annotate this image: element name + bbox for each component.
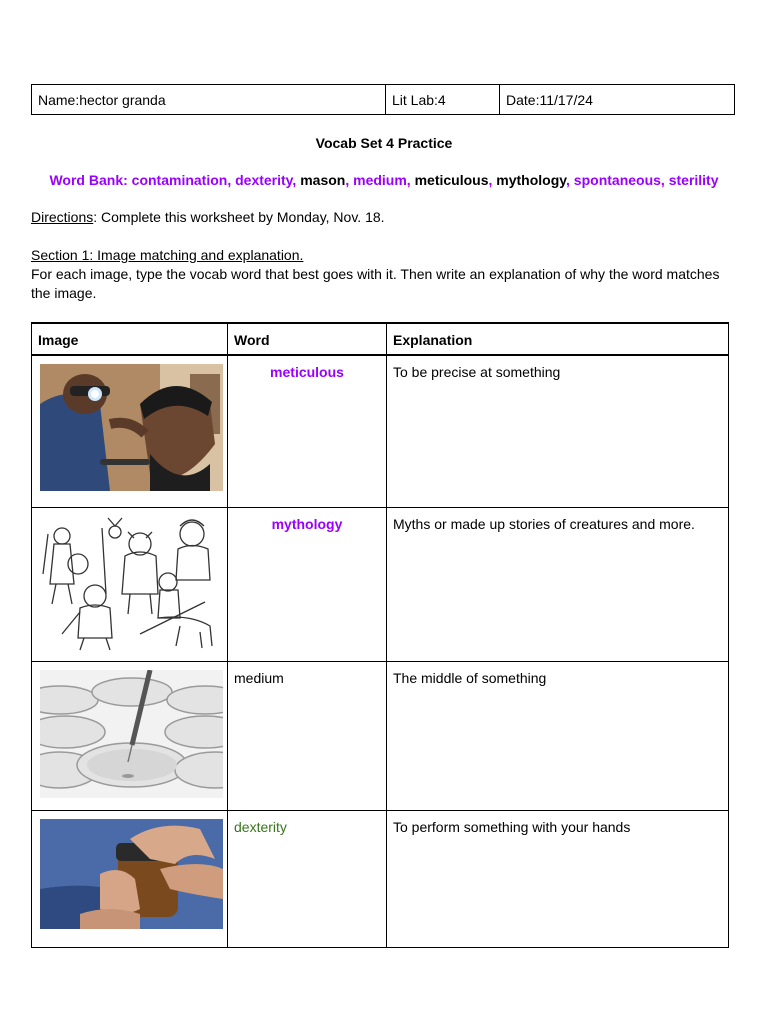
header-table: [31, 84, 735, 115]
explanation-cell[interactable]: [387, 507, 729, 661]
directions-text: : Complete this worksheet by Monday, Nov. 18.: [93, 209, 385, 225]
word-bank-rest: , spontaneous, sterility: [566, 172, 719, 188]
word-bank: [0, 172, 768, 188]
word-answer[interactable]: meticulous: [270, 364, 344, 380]
date-cell[interactable]: Date:11/17/24: [500, 85, 735, 115]
hands-jar-image: [40, 819, 223, 929]
directions: [31, 209, 385, 225]
word-bank-meticulous: meticulous: [410, 172, 489, 188]
word-answer[interactable]: mythology: [271, 515, 343, 532]
explanation-answer[interactable]: The middle of something: [393, 669, 547, 686]
petri-dish-image: [40, 670, 223, 798]
word-bank-mason: mason: [296, 172, 346, 188]
table-header-row: [32, 323, 729, 355]
explanation-answer[interactable]: To perform something with your hands: [393, 818, 631, 835]
explanation-cell[interactable]: [387, 810, 729, 947]
word-bank-medium: medium,: [349, 172, 411, 188]
table-row: [32, 810, 729, 947]
table-row: [32, 661, 729, 810]
image-cell: [32, 355, 228, 507]
image-cell: [32, 661, 228, 810]
header-image: Image: [32, 323, 228, 355]
section-title: Section 1: Image matching and explanation.: [31, 247, 304, 263]
header-explanation: Explanation: [387, 323, 729, 355]
word-bank-comma-1: ,: [345, 172, 350, 188]
word-cell[interactable]: [228, 661, 387, 810]
image-cell: [32, 507, 228, 661]
word-answer[interactable]: medium: [234, 669, 284, 686]
directions-label: Directions: [31, 209, 94, 225]
page-title: Vocab Set 4 Practice: [315, 135, 453, 151]
word-bank-label: Word Bank: contamination, dexterity,: [49, 172, 297, 188]
explanation-answer[interactable]: To be precise at something: [393, 364, 561, 380]
word-bank-mythology: mythology: [492, 172, 567, 188]
word-bank-comma-2: ,: [488, 172, 493, 188]
section-instructions: For each image, type the vocab word that best goes with it. Then write an explanation of why the word matches the image.: [31, 266, 720, 301]
lit-lab-cell[interactable]: Lit Lab:4: [386, 85, 500, 115]
name-cell[interactable]: Name:hector granda: [32, 85, 386, 115]
barber-image: [40, 364, 223, 491]
explanation-cell[interactable]: [387, 661, 729, 810]
table-row: [32, 507, 729, 661]
explanation-answer[interactable]: Myths or made up stories of creatures and more.: [393, 515, 695, 532]
word-answer[interactable]: dexterity: [234, 818, 287, 835]
table-row: [32, 355, 729, 507]
image-cell: [32, 810, 228, 947]
mythology-image: [40, 514, 223, 652]
word-cell[interactable]: [228, 810, 387, 947]
vocab-table: [31, 322, 729, 948]
header-word: Word: [228, 323, 387, 355]
explanation-cell[interactable]: [387, 355, 729, 507]
word-cell[interactable]: [228, 507, 387, 661]
word-cell[interactable]: [228, 355, 387, 507]
